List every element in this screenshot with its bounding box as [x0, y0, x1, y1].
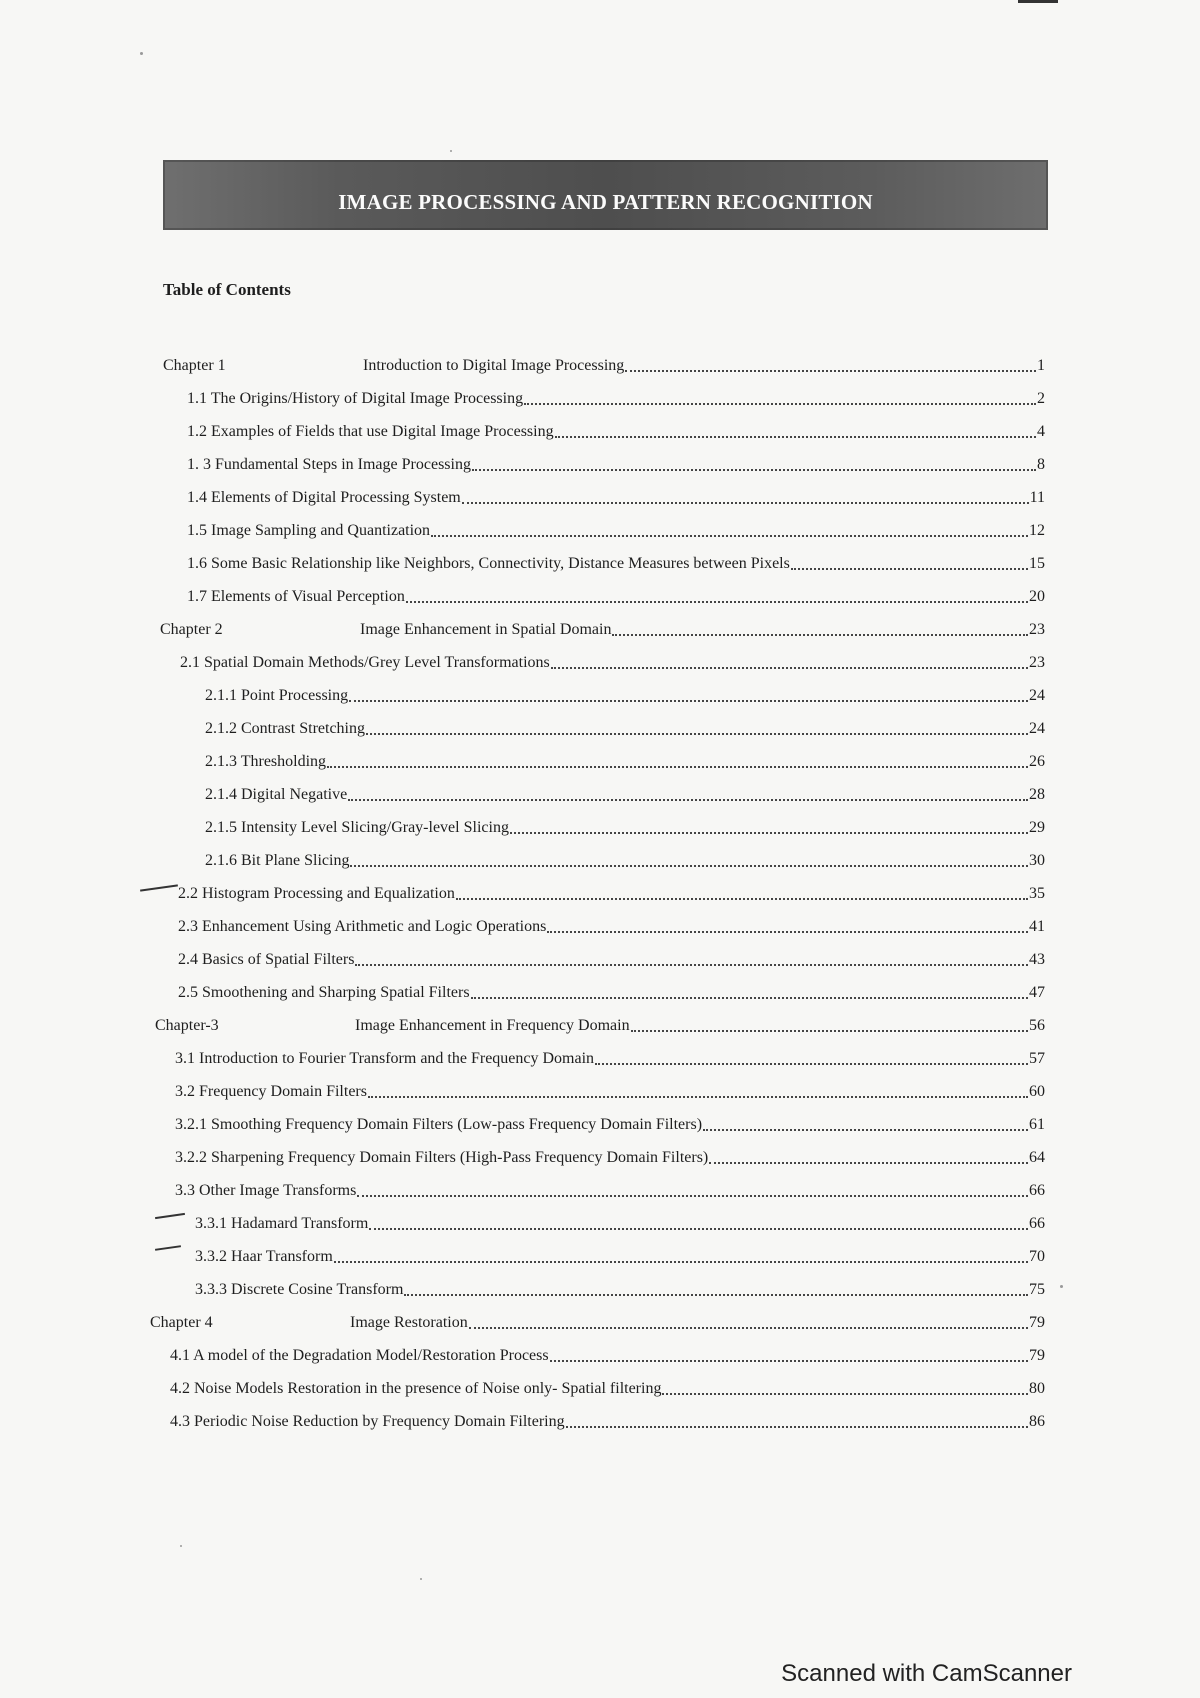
toc-section-row	[187, 583, 1045, 607]
toc-leader-dots	[547, 931, 1028, 933]
toc-entry-title: Image Restoration	[350, 1314, 468, 1331]
toc-entry-title: Image Enhancement in Spatial Domain	[360, 621, 612, 638]
toc-leader-dots	[566, 1426, 1028, 1428]
toc-leader-dots	[355, 964, 1028, 966]
toc-leader-dots	[703, 1129, 1028, 1131]
toc-section-row	[178, 946, 1045, 970]
toc-page-number: 47	[1029, 984, 1045, 1001]
toc-section-row	[205, 814, 1045, 838]
toc-leader-dots	[369, 1228, 1028, 1230]
toc-page-number: 30	[1029, 852, 1045, 869]
toc-section-row	[195, 1210, 1045, 1234]
pen-mark	[140, 884, 178, 891]
toc-entry-title: 1. 3 Fundamental Steps in Image Processing	[187, 456, 471, 473]
toc-page-number: 29	[1029, 819, 1045, 836]
toc-page-number: 43	[1029, 951, 1045, 968]
toc-leader-dots	[625, 370, 1036, 372]
toc-page-number: 8	[1037, 456, 1045, 473]
toc-page-number: 1	[1037, 357, 1045, 374]
toc-page-number: 64	[1029, 1149, 1045, 1166]
toc-entry-title: 2.1.2 Contrast Stretching	[205, 720, 365, 737]
toc-page-number: 61	[1029, 1116, 1045, 1133]
toc-entry-title: 2.1.1 Point Processing	[205, 687, 349, 704]
toc-entry-title: 1.7 Elements of Visual Perception	[187, 588, 405, 605]
toc-entry-title: 1.5 Image Sampling and Quantization	[187, 522, 431, 539]
toc-leader-dots	[469, 1327, 1028, 1329]
toc-entry-title: 3.1 Introduction to Fourier Transform and the Frequency Domain	[175, 1050, 595, 1067]
toc-section-row	[205, 715, 1045, 739]
toc-section-row	[178, 913, 1045, 937]
toc-page-number: 70	[1029, 1248, 1045, 1265]
toc-page-number: 35	[1029, 885, 1045, 902]
toc-entry-title: 4.3 Periodic Noise Reduction by Frequency Domain Filtering	[170, 1413, 565, 1430]
toc-chapter-row	[163, 352, 1045, 376]
toc-page-number: 20	[1029, 588, 1045, 605]
toc-chapter-row	[155, 1012, 1045, 1036]
toc-leader-dots	[349, 700, 1028, 702]
toc-page-number: 75	[1029, 1281, 1045, 1298]
toc-entry-title: 2.3 Enhancement Using Arithmetic and Logic Operations	[178, 918, 547, 935]
toc-section-row	[178, 979, 1045, 1003]
toc-section-row	[180, 649, 1045, 673]
toc-leader-dots	[524, 403, 1036, 405]
scan-edge-mark	[1018, 0, 1058, 3]
toc-leader-dots	[595, 1063, 1028, 1065]
toc-leader-dots	[662, 1393, 1028, 1395]
toc-leader-dots	[368, 1096, 1028, 1098]
scan-speck	[180, 1545, 182, 1547]
toc-section-row	[205, 682, 1045, 706]
toc-chapter-label: Chapter 4	[150, 1314, 213, 1331]
toc-entry-title: Introduction to Digital Image Processing	[363, 357, 625, 374]
title-banner	[163, 160, 1048, 230]
toc-page-number: 26	[1029, 753, 1045, 770]
toc-leader-dots	[550, 1360, 1028, 1362]
toc-section-row	[175, 1111, 1045, 1135]
toc-entry-title: 3.2.1 Smoothing Frequency Domain Filters (Low-pass Frequency Domain Filters)	[175, 1116, 703, 1133]
toc-page-number: 41	[1029, 918, 1045, 935]
toc-chapter-label: Chapter 2	[160, 621, 223, 638]
toc-entry-title: 3.2 Frequency Domain Filters	[175, 1083, 367, 1100]
toc-section-row	[175, 1045, 1045, 1069]
toc-leader-dots	[551, 667, 1028, 669]
toc-section-row	[205, 781, 1045, 805]
toc-leader-dots	[334, 1261, 1028, 1263]
toc-leader-dots	[348, 799, 1028, 801]
toc-page-number: 4	[1037, 423, 1045, 440]
toc-page-number: 24	[1029, 720, 1045, 737]
toc-leader-dots	[555, 436, 1036, 438]
toc-page-number: 12	[1029, 522, 1045, 539]
toc-section-row	[175, 1144, 1045, 1168]
toc-entry-title: 1.6 Some Basic Relationship like Neighbors, Connectivity, Distance Measures between Pixels	[187, 555, 790, 572]
toc-leader-dots	[456, 898, 1028, 900]
toc-section-row	[170, 1375, 1045, 1399]
toc-heading: Table of Contents	[163, 280, 291, 299]
toc-page-number: 56	[1029, 1017, 1045, 1034]
toc-entry-title: 2.1.4 Digital Negative	[205, 786, 348, 803]
document-title: IMAGE PROCESSING AND PATTERN RECOGNITION	[338, 190, 873, 214]
toc-section-row	[205, 748, 1045, 772]
toc-page-number: 86	[1029, 1413, 1045, 1430]
toc-entry-title: 2.1.6 Bit Plane Slicing	[205, 852, 350, 869]
toc-entry-title: 2.4 Basics of Spatial Filters	[178, 951, 355, 968]
toc-page-number: 2	[1037, 390, 1045, 407]
toc-leader-dots	[791, 568, 1028, 570]
scan-speck	[450, 150, 452, 152]
scan-speck	[140, 52, 143, 55]
toc-leader-dots	[431, 535, 1028, 537]
toc-page-number: 79	[1029, 1347, 1045, 1364]
toc-entry-title: 2.5 Smoothening and Sharping Spatial Filters	[178, 984, 470, 1001]
toc-entry-title: 1.1 The Origins/History of Digital Image Processing	[187, 390, 524, 407]
toc-chapter-label: Chapter-3	[155, 1017, 219, 1034]
pen-mark	[155, 1245, 181, 1251]
toc-section-row	[187, 418, 1045, 442]
toc-page-number: 23	[1029, 654, 1045, 671]
scanner-watermark: Scanned with CamScanner	[781, 1660, 1072, 1687]
toc-chapter-row	[150, 1309, 1045, 1333]
toc-section-row	[175, 1078, 1045, 1102]
toc-chapter-label: Chapter 1	[163, 357, 226, 374]
toc-section-row	[175, 1177, 1045, 1201]
toc-section-row	[187, 451, 1045, 475]
toc-entry-title: 1.2 Examples of Fields that use Digital Image Processing	[187, 423, 554, 440]
toc-entry-title: 3.3.2 Haar Transform	[195, 1248, 333, 1265]
pen-mark	[155, 1213, 185, 1219]
toc-section-row	[187, 550, 1045, 574]
toc-page-number: 60	[1029, 1083, 1045, 1100]
toc-entry-title: 2.1.5 Intensity Level Slicing/Gray-level Slicing	[205, 819, 509, 836]
toc-section-row	[187, 517, 1045, 541]
toc-page-number: 23	[1029, 621, 1045, 638]
toc-entry-title: 2.1 Spatial Domain Methods/Grey Level Transformations	[180, 654, 550, 671]
toc-section-row	[195, 1276, 1045, 1300]
toc-section-row	[170, 1408, 1045, 1432]
toc-leader-dots	[709, 1162, 1028, 1164]
toc-entry-title: 1.4 Elements of Digital Processing System	[187, 489, 461, 506]
toc-chapter-row	[160, 616, 1045, 640]
toc-leader-dots	[462, 502, 1029, 504]
toc-entry-title: 4.1 A model of the Degradation Model/Restoration Process	[170, 1347, 549, 1364]
toc-entry-title: 3.3.3 Discrete Cosine Transform	[195, 1281, 404, 1298]
toc-leader-dots	[406, 601, 1028, 603]
toc-page-number: 79	[1029, 1314, 1045, 1331]
toc-page-number: 66	[1029, 1182, 1045, 1199]
toc-page-number: 66	[1029, 1215, 1045, 1232]
toc-page-number: 11	[1029, 489, 1045, 506]
toc-entry-title: 3.2.2 Sharpening Frequency Domain Filters (High-Pass Frequency Domain Filters)	[175, 1149, 709, 1166]
toc-page-number: 28	[1029, 786, 1045, 803]
toc-section-row	[178, 880, 1045, 904]
toc-entry-title: 3.3.1 Hadamard Transform	[195, 1215, 369, 1232]
scan-speck	[1060, 1285, 1063, 1288]
toc-leader-dots	[471, 997, 1028, 999]
toc-leader-dots	[404, 1294, 1028, 1296]
toc-entry-title: 2.2 Histogram Processing and Equalization	[178, 885, 455, 902]
toc-entry-title: 3.3 Other Image Transforms	[175, 1182, 357, 1199]
toc-page-number: 24	[1029, 687, 1045, 704]
toc-entry-title: 4.2 Noise Models Restoration in the presence of Noise only- Spatial filtering	[170, 1380, 662, 1397]
scan-speck	[420, 1578, 422, 1580]
toc-leader-dots	[472, 469, 1036, 471]
toc-entry-title: Image Enhancement in Frequency Domain	[355, 1017, 630, 1034]
toc-page-number: 80	[1029, 1380, 1045, 1397]
toc-page-number: 57	[1029, 1050, 1045, 1067]
toc-leader-dots	[327, 766, 1028, 768]
toc-section-row	[195, 1243, 1045, 1267]
toc-section-row	[205, 847, 1045, 871]
toc-leader-dots	[631, 1030, 1028, 1032]
toc-leader-dots	[357, 1195, 1028, 1197]
toc-section-row	[187, 385, 1045, 409]
toc-leader-dots	[350, 865, 1028, 867]
toc-leader-dots	[510, 832, 1028, 834]
toc-leader-dots	[612, 634, 1028, 636]
toc-section-row	[187, 484, 1045, 508]
toc-entry-title: 2.1.3 Thresholding	[205, 753, 327, 770]
toc-page-number: 15	[1029, 555, 1045, 572]
toc-section-row	[170, 1342, 1045, 1366]
toc-leader-dots	[366, 733, 1028, 735]
